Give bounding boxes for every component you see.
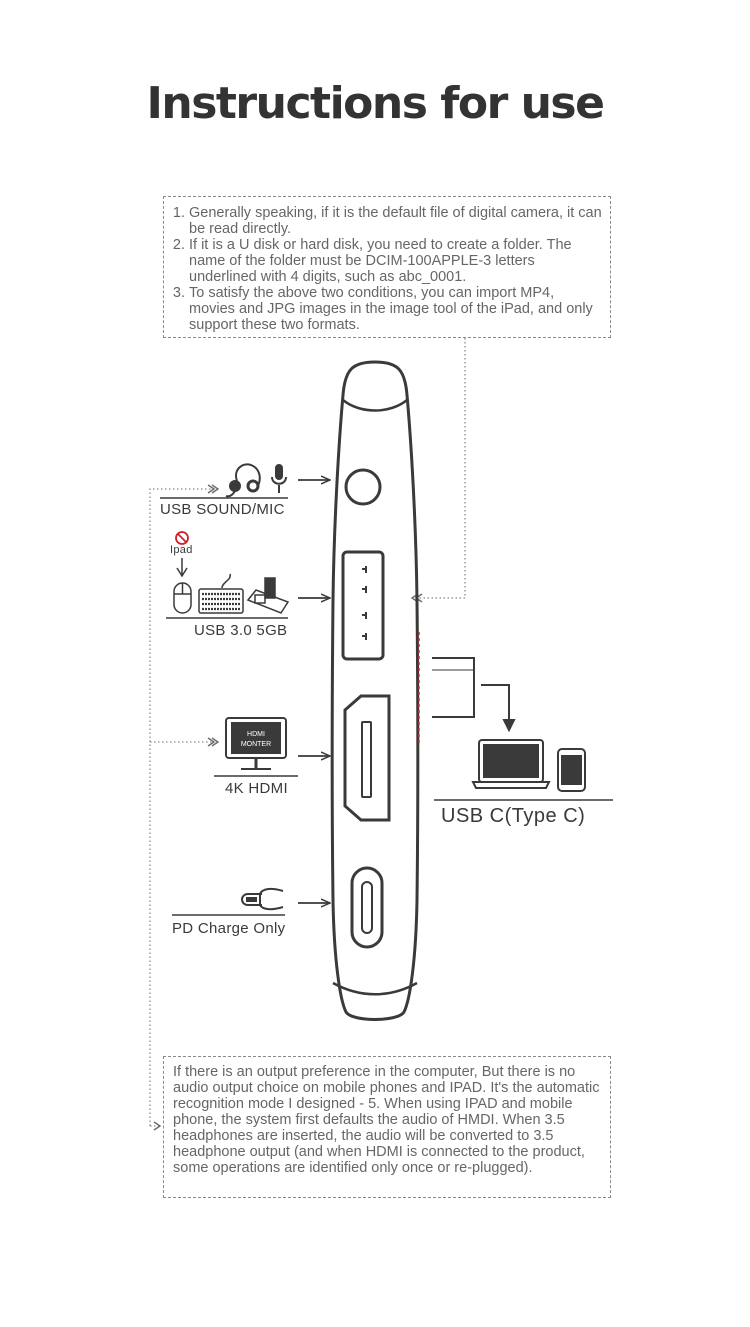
usb-c-port <box>352 868 382 947</box>
keyboard-icon <box>199 574 243 613</box>
monitor-screen-text: MONTER <box>240 741 272 748</box>
hdmi-port <box>345 696 389 820</box>
audio-jack <box>346 470 380 504</box>
phone-icon <box>558 749 585 791</box>
mouse-icon <box>174 583 191 613</box>
monitor-screen-text: HDMI <box>247 731 265 738</box>
usb-c-plug-icon <box>432 658 474 717</box>
port-arrows <box>298 480 330 903</box>
top-note-connector <box>412 338 465 598</box>
hdmi-label: 4K HDMI <box>225 780 288 797</box>
hub-body <box>332 362 418 1020</box>
headphones-icon <box>226 464 260 496</box>
usb-label: USB 3.0 5GB <box>194 622 288 639</box>
monitor-icon <box>226 718 286 769</box>
microphone-icon <box>272 465 286 493</box>
usb-c-arrow <box>481 685 514 730</box>
instruction-item: 3. To satisfy the above two conditions, you can import MP4, movies and JPG images in the image tool of the iPad, and only support these two formats. <box>189 285 604 333</box>
usb-c-label: USB C(Type C) <box>441 805 586 827</box>
usb-drive-icon <box>248 578 288 613</box>
usb-a-port <box>343 552 383 659</box>
sound-mic-label: USB SOUND/MIC <box>160 501 285 518</box>
instruction-item: 2. If it is a U disk or hard disk, you need to create a folder. The name of the folder must be DCIM-100APPLE-3 letters underlined with 4 digits, such as abc_0001. <box>189 237 604 285</box>
ipad-label: Ipad <box>170 544 193 556</box>
usb-c-cable-icon <box>242 889 283 909</box>
down-arrow-icon <box>177 558 187 576</box>
no-sign-icon <box>176 532 188 544</box>
instruction-item: 1. Generally speaking, if it is the default file of digital camera, it can be read directly. <box>189 205 604 237</box>
audio-note-box: If there is an output preference in the computer, But there is no audio output choice on mobile phones and IPAD. It's the automatic recognition mode I designed - 5. When using IPAD and mobile phone, the system first defaults the audio of HMDI. When 3.5 headphones are inserted, the audio will be converted to 3.5 headphone output (and when HDMI is connected to the product, some operations are identified only once or re-plugged). <box>163 1056 611 1198</box>
laptop-icon <box>473 740 549 788</box>
pd-charge-label: PD Charge Only <box>172 920 286 937</box>
page-title: Instructions for use <box>146 78 604 129</box>
